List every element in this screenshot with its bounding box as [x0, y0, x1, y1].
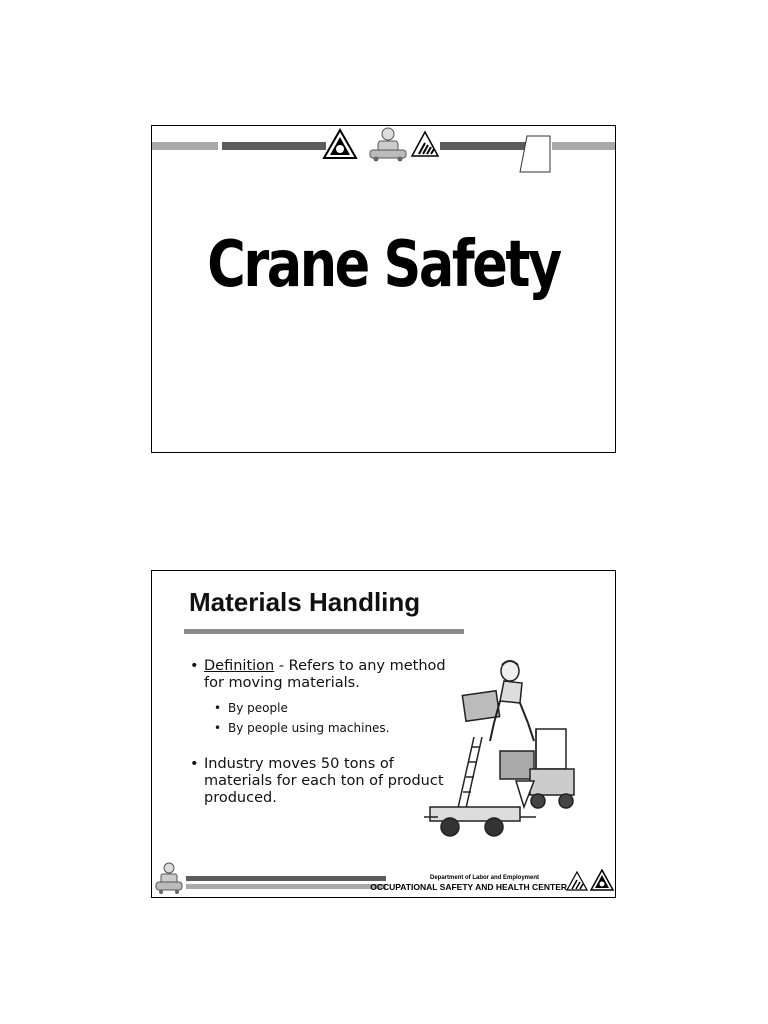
header-bar-right — [552, 142, 616, 150]
corner-page-icon — [519, 135, 551, 178]
dole-logo-icon — [322, 128, 358, 165]
bullet-term: Definition — [204, 658, 275, 674]
footer-department: Department of Labor and Employment — [429, 875, 539, 881]
bullet-text: - Refers to any method for moving materials. — [204, 658, 446, 691]
bullet-list — [190, 658, 460, 813]
oshc-logo-icon — [566, 871, 588, 896]
bullet-glyph: • — [190, 658, 199, 674]
slide-title: Crane Safety — [207, 228, 560, 302]
sub-bullet — [190, 718, 460, 738]
header-bar-center-left — [222, 142, 326, 150]
bullet-glyph: • — [214, 701, 222, 715]
slide-materials-handling — [151, 570, 616, 898]
slide-title: Materials Handling — [189, 587, 421, 617]
bullet-definition — [190, 658, 460, 692]
worker-mascot-icon — [154, 861, 184, 898]
oshc-logo-icon — [410, 130, 440, 163]
dole-logo-icon — [590, 869, 614, 896]
bullet-glyph: • — [214, 721, 222, 735]
footer-organization: OCCUPATIONAL SAFETY AND HEALTH CENTER — [370, 882, 567, 892]
footer-bar-bottom — [186, 884, 386, 889]
slide-crane-safety — [151, 125, 616, 453]
title-underline-rule — [184, 629, 464, 634]
bullet-glyph: • — [190, 756, 199, 772]
header-bar-left — [152, 142, 218, 150]
worker-mascot-icon — [366, 126, 410, 167]
bullet-industry — [190, 756, 460, 807]
forklift-worker-illustration — [424, 657, 584, 847]
sub-bullet-text: By people — [228, 701, 288, 715]
sub-bullet-text: By people using machines. — [228, 721, 390, 735]
sub-bullet — [190, 698, 460, 718]
bullet-text: Industry moves 50 tons of materials for each ton of product produced. — [204, 756, 444, 806]
footer-bar-top — [186, 876, 386, 881]
